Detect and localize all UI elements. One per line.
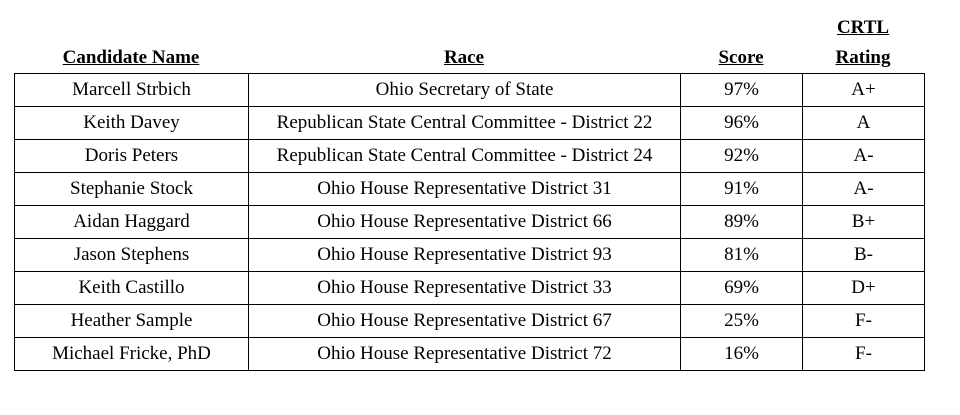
race-cell: Ohio House Representative District 93 bbox=[249, 239, 681, 272]
table-row bbox=[15, 173, 925, 206]
score-cell: 92% bbox=[681, 140, 803, 173]
score-cell: 96% bbox=[681, 107, 803, 140]
race-cell: Ohio House Representative District 72 bbox=[249, 338, 681, 371]
candidate-name-cell: Keith Castillo bbox=[15, 272, 249, 305]
race-cell: Ohio House Representative District 33 bbox=[249, 272, 681, 305]
score-cell: 25% bbox=[681, 305, 803, 338]
candidate-name-cell: Keith Davey bbox=[15, 107, 249, 140]
header-crtl-line1: CRTL bbox=[836, 17, 890, 38]
table-row bbox=[15, 239, 925, 272]
score-cell: 97% bbox=[681, 74, 803, 107]
rating-cell: D+ bbox=[803, 272, 925, 305]
table-row bbox=[15, 140, 925, 173]
candidate-ratings-table bbox=[14, 73, 925, 371]
header-candidate-name: Candidate Name bbox=[62, 47, 200, 68]
candidate-name-cell: Stephanie Stock bbox=[15, 173, 249, 206]
candidate-name-cell: Marcell Strbich bbox=[15, 74, 249, 107]
candidate-name-cell: Michael Fricke, PhD bbox=[15, 338, 249, 371]
header-rating-line2: Rating bbox=[835, 47, 891, 68]
candidate-name-cell: Heather Sample bbox=[15, 305, 249, 338]
header-race: Race bbox=[443, 47, 485, 68]
candidate-name-cell: Aidan Haggard bbox=[15, 206, 249, 239]
table-row bbox=[15, 74, 925, 107]
race-cell: Ohio Secretary of State bbox=[249, 74, 681, 107]
rating-cell: A- bbox=[803, 173, 925, 206]
race-cell: Republican State Central Committee - District 22 bbox=[249, 107, 681, 140]
table-row bbox=[15, 272, 925, 305]
rating-cell: B+ bbox=[803, 206, 925, 239]
score-cell: 89% bbox=[681, 206, 803, 239]
rating-cell: A bbox=[803, 107, 925, 140]
race-cell: Ohio House Representative District 66 bbox=[249, 206, 681, 239]
score-cell: 81% bbox=[681, 239, 803, 272]
rating-cell: A+ bbox=[803, 74, 925, 107]
score-cell: 69% bbox=[681, 272, 803, 305]
race-cell: Ohio House Representative District 31 bbox=[249, 173, 681, 206]
table-row bbox=[15, 206, 925, 239]
race-cell: Republican State Central Committee - District 24 bbox=[249, 140, 681, 173]
score-cell: 91% bbox=[681, 173, 803, 206]
score-cell: 16% bbox=[681, 338, 803, 371]
rating-cell: F- bbox=[803, 305, 925, 338]
header-score: Score bbox=[718, 47, 764, 68]
candidate-name-cell: Jason Stephens bbox=[15, 239, 249, 272]
table-row bbox=[15, 107, 925, 140]
rating-cell: A- bbox=[803, 140, 925, 173]
table-row bbox=[15, 305, 925, 338]
race-cell: Ohio House Representative District 67 bbox=[249, 305, 681, 338]
rating-cell: F- bbox=[803, 338, 925, 371]
rating-cell: B- bbox=[803, 239, 925, 272]
table-row bbox=[15, 338, 925, 371]
candidate-name-cell: Doris Peters bbox=[15, 140, 249, 173]
